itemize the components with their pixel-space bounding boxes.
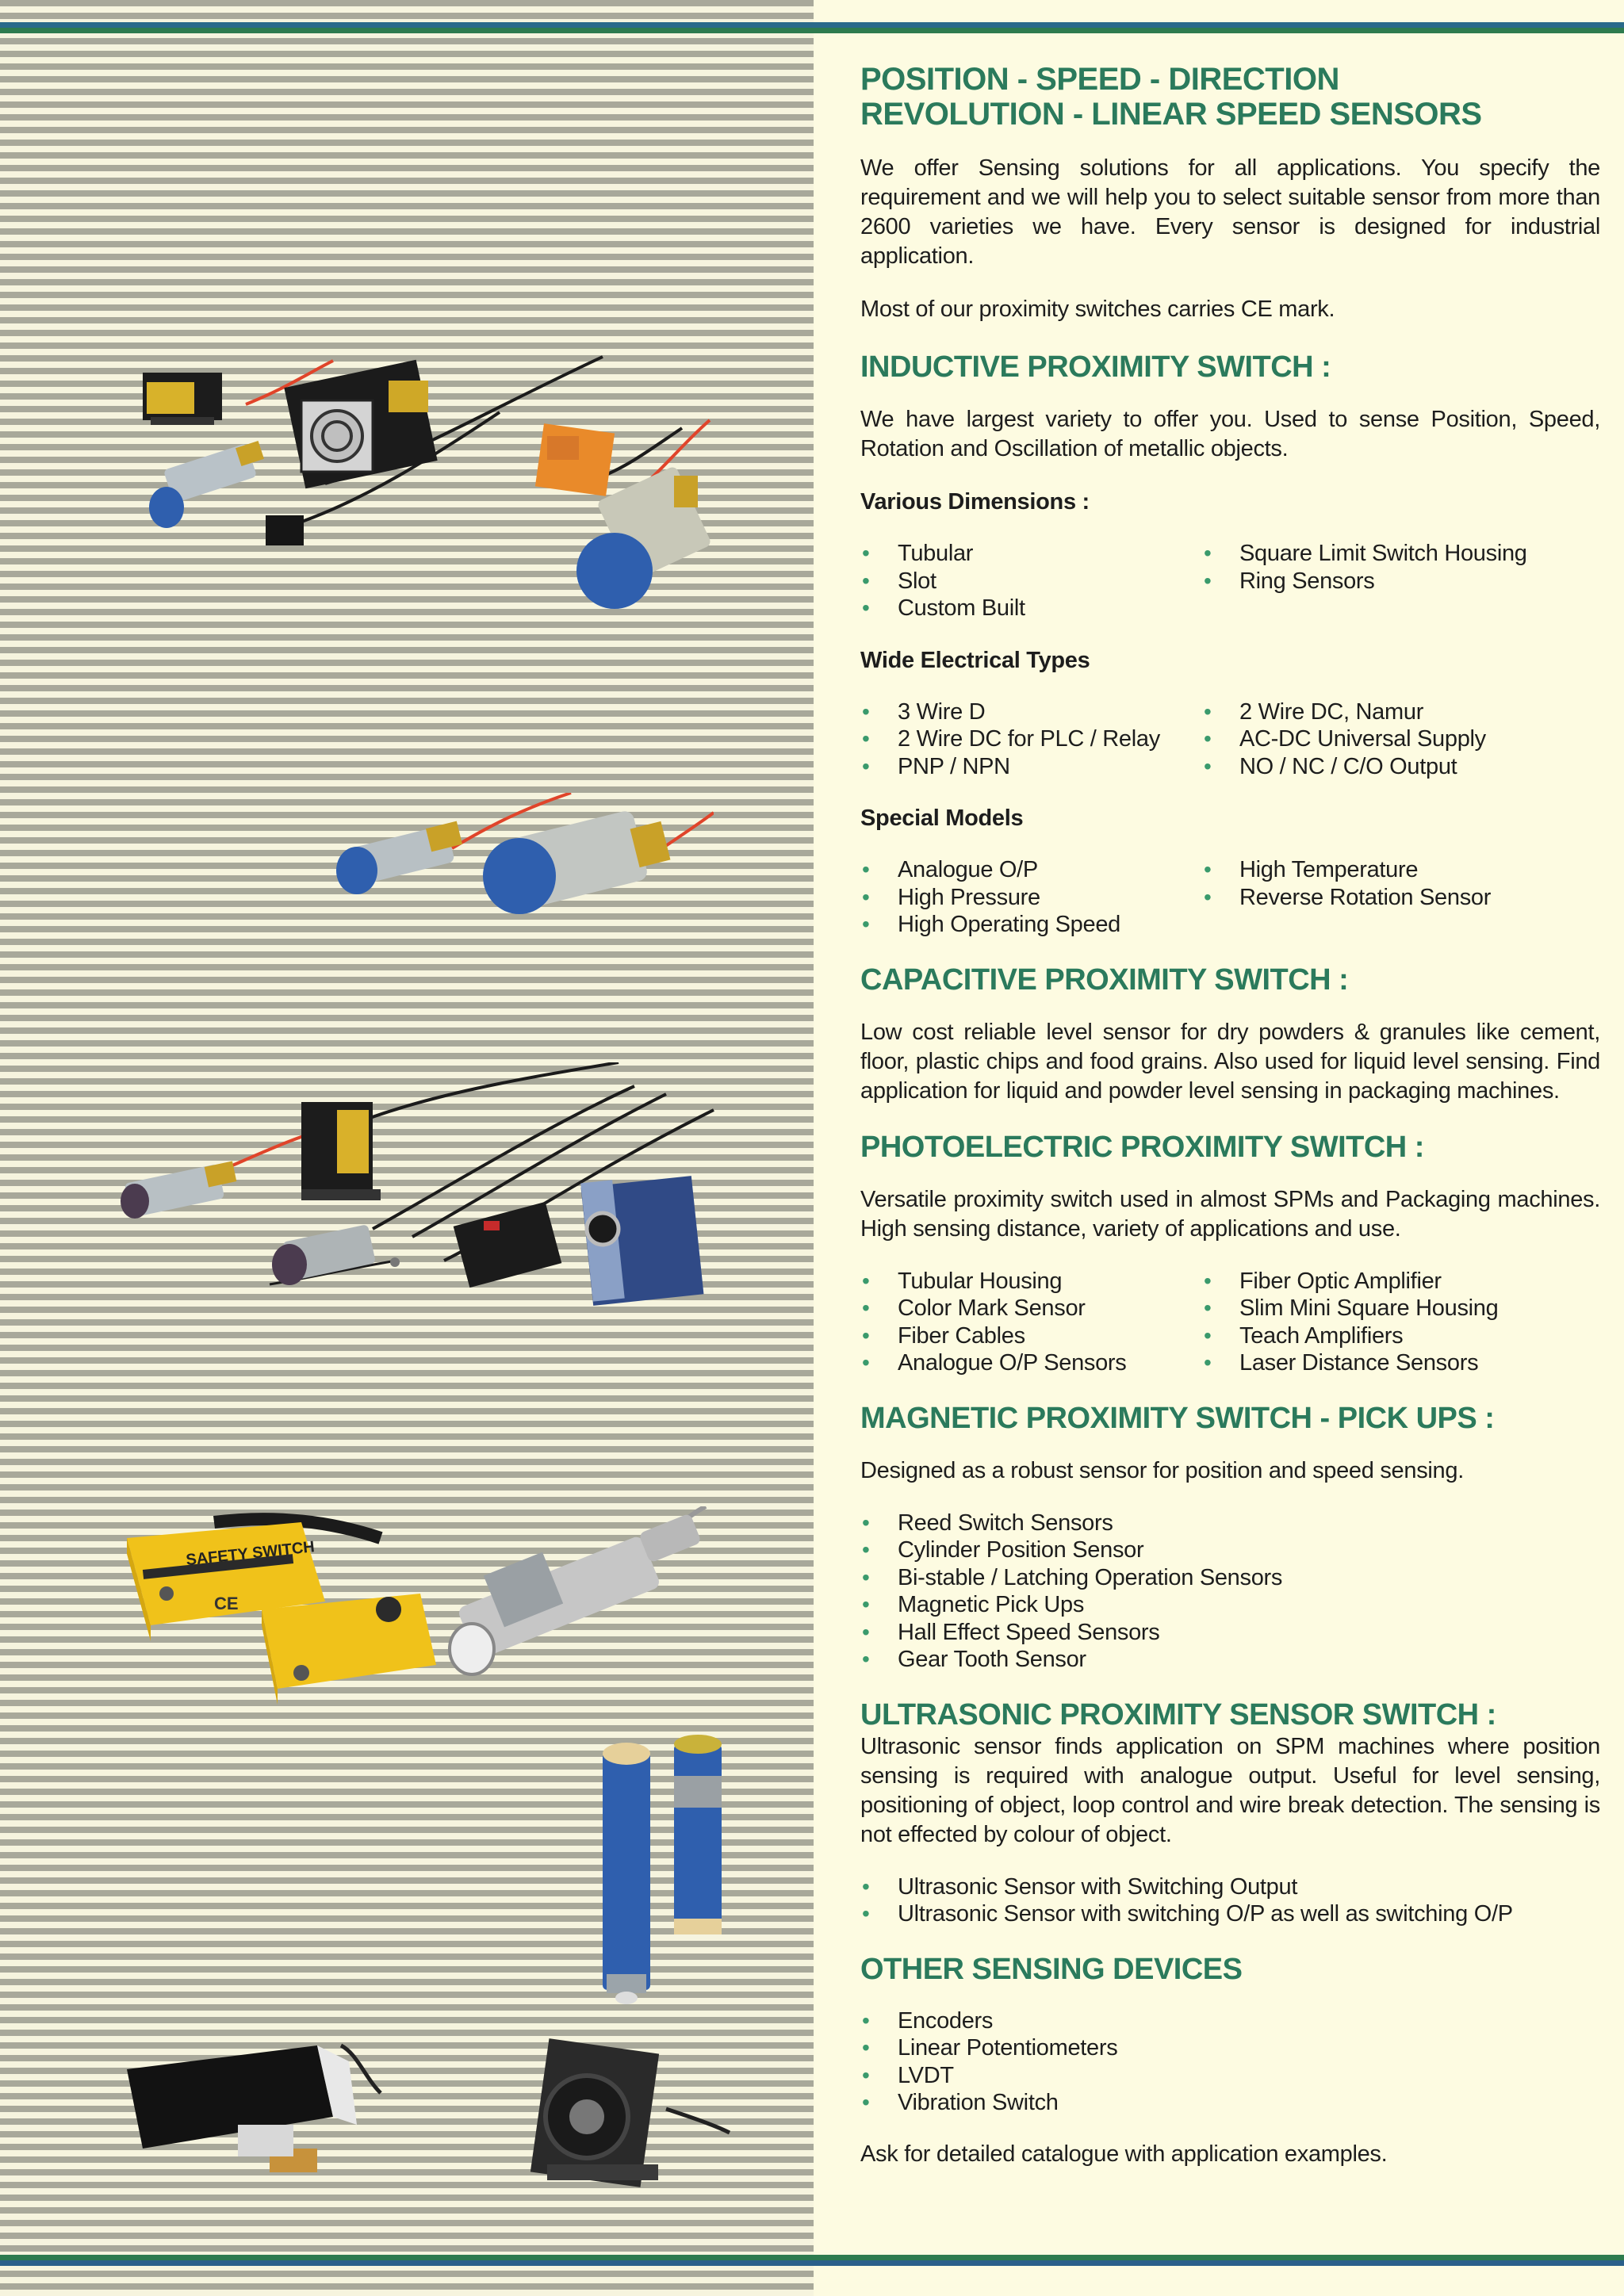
list-item: • Square Limit Switch Housing <box>1202 540 1575 568</box>
list-item: • LVDT <box>860 2062 1600 2090</box>
photoelectric-tubular-icon <box>121 1161 236 1219</box>
tubular-sensor-m30-icon <box>483 809 670 914</box>
reed-switch-sensor-icon <box>262 1594 436 1705</box>
list-item: • 2 Wire DC, Namur <box>1202 698 1575 726</box>
title-line-2: REVOLUTION - LINEAR SPEED SENSORS <box>860 97 1482 132</box>
magnetic-list <box>860 1510 1600 1674</box>
list-item: • 3 Wire D <box>860 698 1202 726</box>
other-devices-list <box>860 2007 1600 2117</box>
list-item: • Gear Tooth Sensor <box>860 1646 1600 1674</box>
fiber-amplifier-icon <box>454 1202 562 1288</box>
magnetic-pickup-icon <box>450 1513 702 1674</box>
ce-mark-note: Most of our proximity switches carries CE mark. <box>860 297 1335 322</box>
special-list <box>860 856 1600 939</box>
list-item: • Reverse Rotation Sensor <box>1202 884 1575 912</box>
list-item: • Ultrasonic Sensor with Switching Output <box>860 1873 1600 1901</box>
list-item: • High Temperature <box>1202 856 1575 884</box>
photoelectric-sensors-photo <box>111 1062 745 1332</box>
list-item: • Reed Switch Sensors <box>860 1510 1600 1537</box>
bottom-color-band <box>0 2255 1624 2266</box>
inductive-heading: INDUCTIVE PROXIMITY SWITCH : <box>860 350 1331 384</box>
list-item: • High Pressure <box>860 884 1202 912</box>
tubular-sensors-photo <box>333 793 714 920</box>
ultrasonic-text: Ultrasonic sensor finds application on SPM machines where position sensing is required with analogue output. Useful for level sensing, positioning of object, loop control and wire break detection. The sensing is not effected by colour of object. <box>860 1733 1600 1847</box>
inductive-sensors-photo <box>127 341 730 626</box>
other-devices-heading: OTHER SENSING DEVICES <box>860 1952 1243 1986</box>
list-item: • Analogue O/P <box>860 856 1202 884</box>
ce-mark-label: CE <box>214 1594 239 1613</box>
slot-sensor-icon <box>143 373 222 425</box>
ultrasonic-sensor-long-icon <box>603 1743 650 2004</box>
inductive-text: We have largest variety to offer you. Used to sense Position, Speed, Rotation and Oscillation of metallic objects. <box>860 407 1600 461</box>
list-item: • Bi-stable / Latching Operation Sensors <box>860 1564 1600 1592</box>
other-devices-photo <box>119 2030 737 2188</box>
list-item: • Slim Mini Square Housing <box>1202 1295 1575 1322</box>
ultrasonic-sensor-short-icon <box>674 1735 722 1934</box>
top-color-band <box>0 22 1624 33</box>
electrical-label: Wide Electrical Types <box>860 647 1090 673</box>
ultrasonic-heading: ULTRASONIC PROXIMITY SENSOR SWITCH : <box>860 1697 1496 1732</box>
main-content <box>860 62 1600 2191</box>
list-item: • Fiber Cables <box>860 1322 1202 1350</box>
list-item: • Tubular Housing <box>860 1268 1202 1295</box>
list-item: • Slot <box>860 568 1202 595</box>
vibration-switch-icon <box>530 2038 659 2187</box>
mini-block-sensor-icon <box>266 515 304 545</box>
list-item: • Ultrasonic Sensor with switching O/P as well as switching O/P <box>860 1900 1600 1928</box>
dimensions-label: Various Dimensions : <box>860 489 1090 515</box>
special-label: Special Models <box>860 806 1024 831</box>
photoelectric-list <box>860 1268 1600 1377</box>
list-item: • NO / NC / C/O Output <box>1202 753 1575 781</box>
orange-square-sensor-icon <box>535 423 615 496</box>
square-photo-sensor-icon <box>580 1176 703 1306</box>
capacitive-heading: CAPACITIVE PROXIMITY SWITCH : <box>860 962 1349 997</box>
ultrasonic-list <box>860 1873 1600 1928</box>
electrical-list <box>860 698 1600 781</box>
fiber-sensor-icon <box>272 1224 376 1285</box>
list-item: • Laser Distance Sensors <box>1202 1349 1575 1377</box>
magnetic-sensors-photo <box>119 1506 737 1720</box>
tubular-sensor-m18-icon <box>336 821 462 894</box>
title-line-1: POSITION - SPEED - DIRECTION <box>860 62 1339 97</box>
list-item: • Ring Sensors <box>1202 568 1575 595</box>
safety-switch-label: SAFETY SWITCH <box>185 1538 316 1570</box>
list-item: • Color Mark Sensor <box>860 1295 1202 1322</box>
list-item: • 2 Wire DC for PLC / Relay <box>860 725 1202 753</box>
dimensions-list <box>860 540 1600 622</box>
magnetic-text: Designed as a robust sensor for position and speed sensing. <box>860 1457 1464 1483</box>
fiber-tip-icon <box>390 1257 400 1267</box>
list-item: • AC-DC Universal Supply <box>1202 725 1575 753</box>
encoder-box-icon <box>127 2045 357 2172</box>
list-item: • Hall Effect Speed Sensors <box>860 1619 1600 1647</box>
capacitive-text: Low cost reliable level sensor for dry powders & granules like cement, floor, plastic chips and food grains. Also used for liquid level sensing. Find application for liquid and powder level sensing in packaging machines. <box>860 1019 1600 1104</box>
list-item: • Cylinder Position Sensor <box>860 1536 1600 1564</box>
magnetic-heading: MAGNETIC PROXIMITY SWITCH - PICK UPS : <box>860 1401 1495 1435</box>
list-item: • Vibration Switch <box>860 2089 1600 2117</box>
page-title <box>860 62 1600 132</box>
closing-note: Ask for detailed catalogue with application examples. <box>860 2141 1388 2167</box>
list-item: • Teach Amplifiers <box>1202 1322 1575 1350</box>
ultrasonic-sensors-photo <box>587 1720 745 2038</box>
list-item: • PNP / NPN <box>860 753 1202 781</box>
list-item: • Analogue O/P Sensors <box>860 1349 1202 1377</box>
list-item: • Magnetic Pick Ups <box>860 1591 1600 1619</box>
list-item: • Fiber Optic Amplifier <box>1202 1268 1575 1295</box>
color-mark-sensor-icon <box>301 1102 381 1200</box>
photoelectric-text: Versatile proximity switch used in almost SPMs and Packaging machines. High sensing distance, variety of applications and use. <box>860 1186 1600 1242</box>
list-item: • High Operating Speed <box>860 911 1202 939</box>
list-item: • Linear Potentiometers <box>860 2034 1600 2062</box>
tubular-sensor-icon <box>149 441 264 528</box>
list-item: • Tubular <box>860 540 1202 568</box>
intro-paragraph: We offer Sensing solutions for all applications. You specify the requirement and we will help you to select suitable sensor from more than 2600 varieties we have. Every sensor is designed for industrial application. <box>860 155 1600 269</box>
square-limit-sensor-icon <box>284 360 437 489</box>
photoelectric-heading: PHOTOELECTRIC PROXIMITY SWITCH : <box>860 1130 1424 1164</box>
list-item: • Encoders <box>860 2007 1600 2035</box>
list-item: • Custom Built <box>860 595 1202 622</box>
